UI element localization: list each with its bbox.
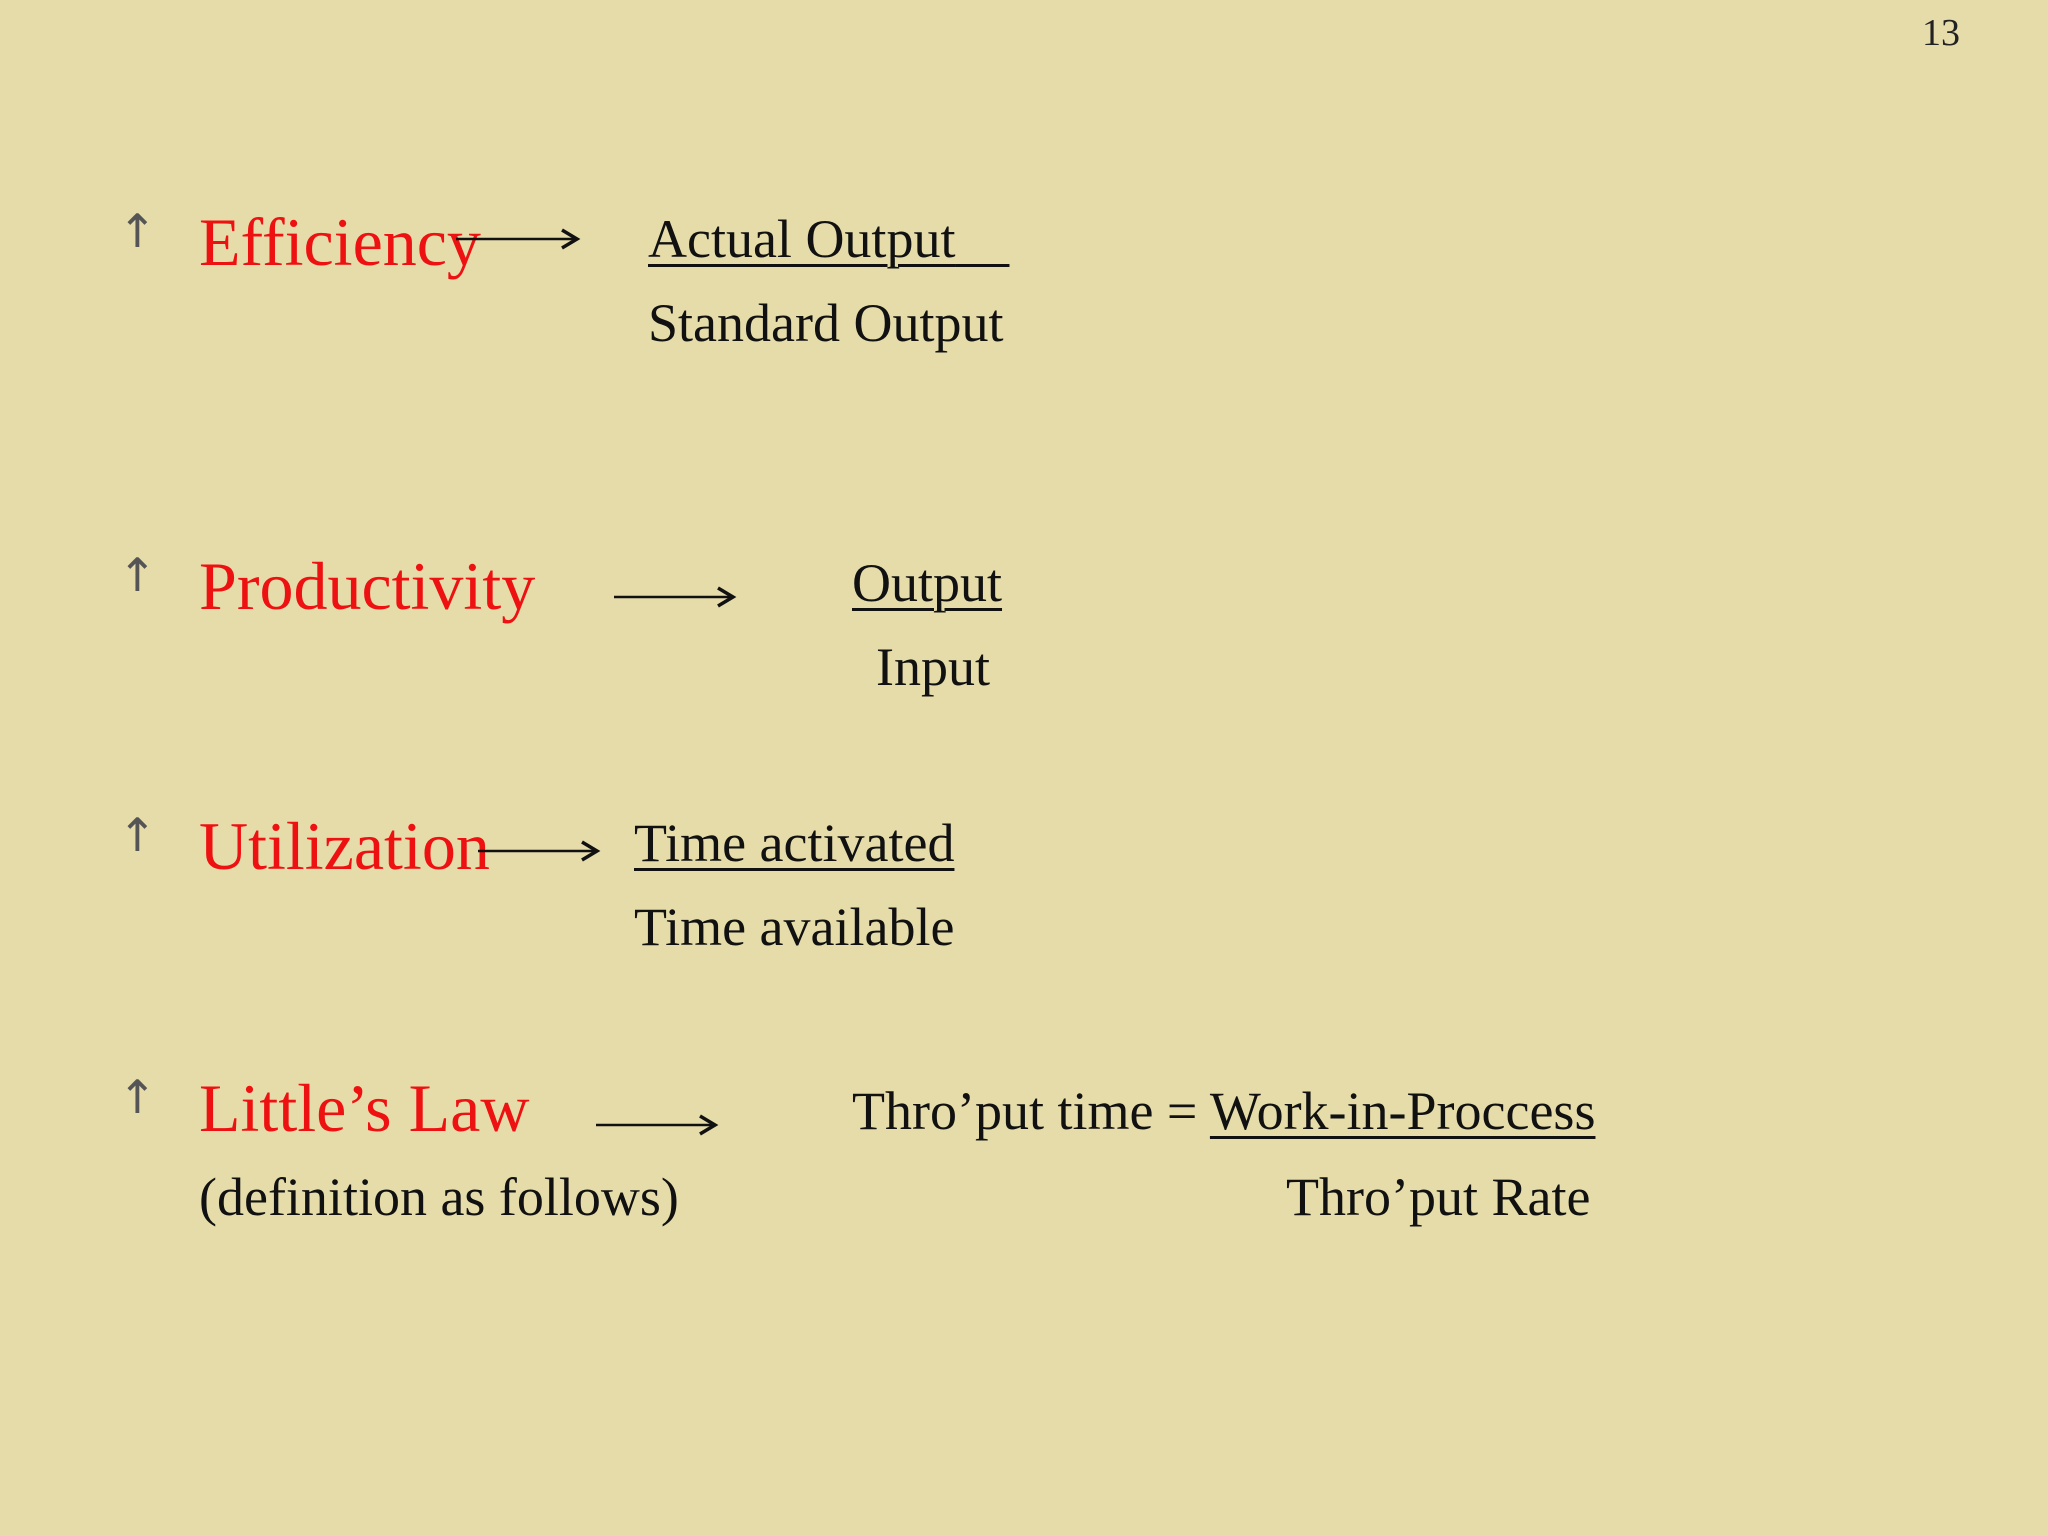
littles-law-note: (definition as follows) xyxy=(199,1167,679,1227)
term-productivity: Productivity xyxy=(199,548,536,624)
bullet-icon: ↑ xyxy=(118,1070,157,1124)
efficiency-denominator: Standard Output xyxy=(648,293,1004,353)
utilization-numerator: Time activated xyxy=(634,813,955,873)
arrow-right-icon xyxy=(456,224,584,254)
term-utilization: Utilization xyxy=(199,808,490,884)
littles-law-denominator: Thro’put Rate xyxy=(1286,1167,1591,1227)
arrow-right-icon xyxy=(478,836,606,866)
term-efficiency: Efficiency xyxy=(199,204,481,280)
bullet-icon: ↑ xyxy=(118,808,157,862)
efficiency-numerator: Actual Output xyxy=(648,209,956,269)
utilization-denominator: Time available xyxy=(634,897,955,957)
littles-law-equation xyxy=(852,1081,1596,1141)
littles-law-numerator: Work-in-Proccess xyxy=(1209,1081,1596,1141)
arrow-right-icon xyxy=(596,1110,724,1140)
page-number: 13 xyxy=(1922,12,1960,54)
productivity-denominator: Input xyxy=(876,637,990,697)
bullet-icon: ↑ xyxy=(118,548,157,602)
productivity-numerator: Output xyxy=(852,553,1003,613)
littles-law-lhs: Thro’put time = xyxy=(852,1081,1210,1141)
term-littles-law: Little’s Law xyxy=(199,1070,530,1146)
bullet-icon: ↑ xyxy=(118,204,157,258)
arrow-right-icon xyxy=(614,582,742,612)
